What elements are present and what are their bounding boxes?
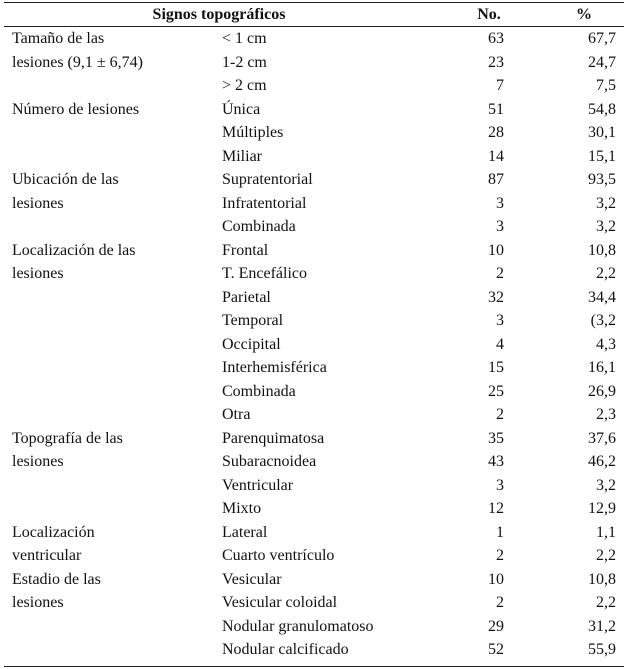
row-count: 12 xyxy=(488,500,504,517)
row-percent: 34,4 xyxy=(588,288,616,306)
row-count: 28 xyxy=(488,124,504,141)
table-row xyxy=(4,262,624,286)
table-row xyxy=(4,403,624,427)
row-percent: 2,2 xyxy=(596,265,616,282)
row-count: 2 xyxy=(496,547,504,564)
row-subcategory: Infratentorial xyxy=(222,194,307,212)
row-subcategory: Lateral xyxy=(222,523,268,541)
table-row xyxy=(4,239,624,263)
row-category: Localización de las xyxy=(12,241,136,259)
table-row xyxy=(4,450,624,474)
row-count: 51 xyxy=(488,100,504,118)
header-signos: Signos topográficos xyxy=(152,6,286,23)
header-percent: % xyxy=(576,6,592,23)
row-subcategory: Miliar xyxy=(222,147,262,165)
row-percent: 54,8 xyxy=(588,100,616,118)
row-count: 87 xyxy=(488,171,504,188)
row-percent: 37,6 xyxy=(588,429,616,447)
row-subcategory: Occipital xyxy=(222,335,281,353)
row-count: 15 xyxy=(488,359,504,376)
table-row xyxy=(4,145,624,169)
row-count: 29 xyxy=(488,617,504,635)
row-percent: 15,1 xyxy=(588,147,616,165)
table-row xyxy=(4,215,624,239)
table-row xyxy=(4,568,624,592)
row-category: Topografía de las xyxy=(12,429,123,447)
row-percent: 10,8 xyxy=(588,570,616,588)
row-subcategory: Subaracnoidea xyxy=(222,453,317,470)
row-count: 3 xyxy=(496,476,504,494)
table-row xyxy=(4,497,624,521)
row-category: lesiones xyxy=(12,194,64,212)
row-percent: 55,9 xyxy=(588,641,616,658)
row-subcategory: < 1 cm xyxy=(222,30,267,47)
row-count: 2 xyxy=(496,594,504,611)
row-count: 52 xyxy=(488,641,504,658)
table-row xyxy=(4,521,624,545)
row-count: 10 xyxy=(488,570,504,588)
table-row xyxy=(4,380,624,404)
row-count: 3 xyxy=(496,218,504,235)
row-count: 7 xyxy=(496,77,504,94)
table-row xyxy=(4,51,624,75)
row-percent: 2,3 xyxy=(596,406,616,423)
row-percent: 1,1 xyxy=(596,523,616,541)
row-count: 1 xyxy=(496,523,504,541)
row-category: lesiones xyxy=(12,265,64,282)
row-percent: 7,5 xyxy=(596,77,616,94)
row-count: 32 xyxy=(488,288,504,306)
row-subcategory: Frontal xyxy=(222,241,269,259)
row-percent: 3,2 xyxy=(596,194,616,212)
table-row xyxy=(4,638,624,662)
table-row xyxy=(4,356,624,380)
row-percent: 26,9 xyxy=(588,382,616,400)
row-count: 25 xyxy=(488,382,504,400)
row-percent: 3,2 xyxy=(596,218,616,235)
row-subcategory: Otra xyxy=(222,406,251,423)
row-percent: 24,7 xyxy=(588,53,616,71)
row-category: lesiones xyxy=(12,594,64,611)
row-count: 2 xyxy=(496,265,504,282)
row-subcategory: Temporal xyxy=(222,312,284,329)
table-row xyxy=(4,168,624,192)
row-percent: 2,2 xyxy=(596,594,616,611)
row-category: Tamaño de las xyxy=(12,30,105,47)
row-subcategory: T. Encefálico xyxy=(222,265,307,282)
row-percent: 12,9 xyxy=(588,500,616,517)
table-bottom-rule xyxy=(4,666,624,667)
table-row xyxy=(4,474,624,498)
table-row xyxy=(4,192,624,216)
row-count: 63 xyxy=(488,30,504,47)
row-subcategory: Mixto xyxy=(222,500,262,517)
header-no: No. xyxy=(477,6,501,23)
table-row xyxy=(4,74,624,98)
row-percent: 31,2 xyxy=(588,617,616,635)
table-row xyxy=(4,544,624,568)
table-row xyxy=(4,333,624,357)
row-subcategory: Parietal xyxy=(222,288,271,306)
row-percent: 2,2 xyxy=(596,547,616,564)
row-subcategory: Nodular calcificado xyxy=(222,641,349,658)
table-row xyxy=(4,427,624,451)
row-category: ventricular xyxy=(12,547,82,564)
row-percent: 67,7 xyxy=(588,30,616,47)
row-subcategory: Ventricular xyxy=(222,476,294,494)
row-subcategory: Interhemisférica xyxy=(222,359,327,376)
row-count: 35 xyxy=(488,429,504,447)
row-subcategory: Supratentorial xyxy=(222,171,313,188)
row-category: lesiones xyxy=(12,453,64,470)
table-row xyxy=(4,286,624,310)
row-count: 23 xyxy=(488,53,504,71)
row-subcategory: Cuarto ventrículo xyxy=(222,547,335,564)
table-row xyxy=(4,27,624,51)
row-category: lesiones (9,1 ± 6,74) xyxy=(12,53,143,71)
row-subcategory: Combinada xyxy=(222,382,296,400)
row-subcategory: Combinada xyxy=(222,218,296,235)
row-category: Número de lesiones xyxy=(12,100,140,118)
row-count: 2 xyxy=(496,406,504,423)
row-count: 10 xyxy=(488,241,504,259)
row-count: 14 xyxy=(488,147,504,165)
row-percent: 10,8 xyxy=(588,241,616,259)
row-category: Localización xyxy=(12,523,95,541)
row-count: 3 xyxy=(496,194,504,212)
row-percent: 3,2 xyxy=(596,476,616,494)
row-count: 4 xyxy=(496,335,504,353)
row-percent: 4,3 xyxy=(596,335,616,353)
table-row xyxy=(4,309,624,333)
row-subcategory: Nodular granulomatoso xyxy=(222,617,374,635)
row-subcategory: Múltiples xyxy=(222,124,284,141)
row-category: Ubicación de las xyxy=(12,171,119,188)
table-row xyxy=(4,98,624,122)
row-percent: (3,2 xyxy=(590,312,616,329)
row-percent: 46,2 xyxy=(588,453,616,470)
row-percent: 16,1 xyxy=(588,359,616,376)
row-subcategory: Vesicular xyxy=(222,570,282,588)
row-category: Estadio de las xyxy=(12,570,101,588)
row-percent: 93,5 xyxy=(588,171,616,188)
table-row xyxy=(4,591,624,615)
row-subcategory: Vesicular coloidal xyxy=(222,594,338,611)
row-count: 43 xyxy=(488,453,504,470)
table-row xyxy=(4,121,624,145)
row-percent: 30,1 xyxy=(588,124,616,141)
table-row xyxy=(4,615,624,639)
row-subcategory: > 2 cm xyxy=(222,77,267,94)
row-subcategory: 1-2 cm xyxy=(222,53,267,71)
row-count: 3 xyxy=(496,312,504,329)
row-subcategory: Única xyxy=(222,100,261,118)
row-subcategory: Parenquimatosa xyxy=(222,429,325,447)
